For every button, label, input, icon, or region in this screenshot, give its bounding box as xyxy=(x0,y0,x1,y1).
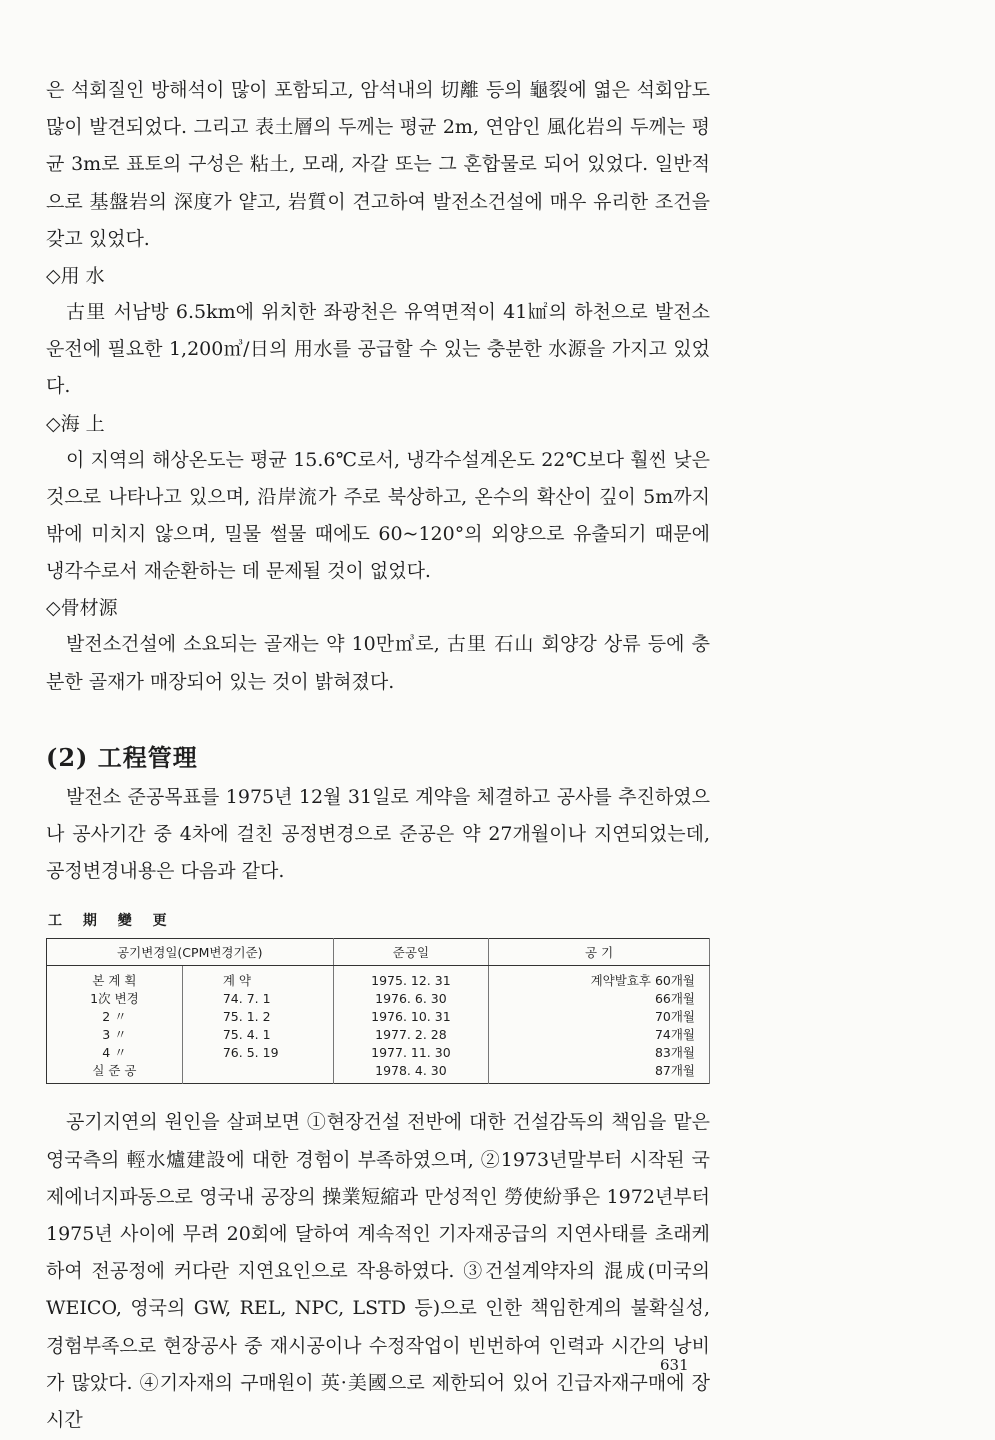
contract-cell: 계 약 xyxy=(182,966,333,990)
header-completion: 준공일 xyxy=(333,939,489,966)
stage-cell: 1次 변경 xyxy=(47,989,183,1007)
stage-cell: 본 계 획 xyxy=(47,966,183,990)
intro-paragraph: 은 석회질인 방해석이 많이 포함되고, 암석내의 切離 등의 龜裂에 엷은 석회암도 많이 발견되었다. 그리고 表土層의 두께는 평균 2m, 연암인 風化岩의 두께는 평균 3m로 표토의 구성은 粘土, 모래, 자갈 또는 그 혼합물로 되어 있었다. 일반적으로 基盤岩의 深度가 얕고, 岩質이 견고하여 발전소건설에 매우 유리한 조건을 갖고 있었다. xyxy=(46,79,710,250)
header-change-date: 공기변경일(CPM변경기준) xyxy=(47,939,334,966)
page-number: 631 xyxy=(660,1356,689,1374)
stage-cell: 2 〃 xyxy=(47,1007,183,1025)
period-cell: 70개월 xyxy=(489,1007,710,1025)
table-row xyxy=(47,1007,710,1025)
stage-cell: 4 〃 xyxy=(47,1043,183,1061)
completion-cell: 1977. 11. 30 xyxy=(333,1043,489,1061)
table-title: 工 期 變 更 xyxy=(48,913,175,930)
stage-cell: 3 〃 xyxy=(47,1025,183,1043)
period-cell: 87개월 xyxy=(489,1061,710,1084)
contract-cell: 75. 1. 2 xyxy=(182,1007,333,1025)
subsection-text-sea: 이 지역의 해상온도는 평균 15.6℃로서, 냉각수설계온도 22℃보다 훨씬 낮은 것으로 나타나고 있으며, 沿岸流가 주로 북상하고, 온수의 확산이 깊이 5m까지 밖에 미치지 않으며, 밀물 썰물 때에도 60~120°의 외양으로 유출되기 때문에 냉각수로서 재순환하는 데 문제될 것이 없었다. xyxy=(46,448,710,583)
completion-cell: 1975. 12. 31 xyxy=(333,966,489,990)
table-row xyxy=(47,989,710,1007)
document-page xyxy=(46,72,710,1439)
subsection-heading-aggregate: ◇骨材源 xyxy=(46,597,118,620)
contract-cell: 76. 5. 19 xyxy=(182,1043,333,1061)
completion-cell: 1976. 6. 30 xyxy=(333,989,489,1007)
subsection-heading-water: ◇用 水 xyxy=(46,265,105,288)
completion-cell: 1976. 10. 31 xyxy=(333,1007,489,1025)
completion-cell: 1978. 4. 30 xyxy=(333,1061,489,1084)
subsection-heading-sea: ◇海 上 xyxy=(46,412,105,435)
header-period: 공 기 xyxy=(489,939,710,966)
contract-cell xyxy=(182,1061,333,1084)
schedule-table xyxy=(46,938,710,1084)
subsection-text-aggregate: 발전소건설에 소요되는 골재는 약 10만㎥로, 古里 石山 회양강 상류 등에 충분한 골재가 매장되어 있는 것이 밝혀졌다. xyxy=(46,633,710,693)
table-row xyxy=(47,966,710,990)
period-cell: 66개월 xyxy=(489,989,710,1007)
period-cell: 83개월 xyxy=(489,1043,710,1061)
table-row xyxy=(47,1043,710,1061)
completion-cell: 1977. 2. 28 xyxy=(333,1025,489,1043)
table-header-row xyxy=(47,939,710,966)
period-cell: 74개월 xyxy=(489,1025,710,1043)
section-paragraph: 발전소 준공목표를 1975년 12월 31일로 계약을 체결하고 공사를 추진하였으나 공사기간 중 4차에 걸친 공정변경으로 준공은 약 27개월이나 지연되었는데, 공정변경내용은 다음과 같다. xyxy=(46,785,710,883)
contract-cell: 74. 7. 1 xyxy=(182,989,333,1007)
section-title: (2) 工程管理 xyxy=(46,742,198,772)
table-row xyxy=(47,1061,710,1084)
subsection-text-water: 古里 서남방 6.5km에 위치한 좌광천은 유역면적이 41㎢의 하천으로 발전소운전에 필요한 1,200㎥/日의 用水를 공급할 수 있는 충분한 水源을 가지고 있었다. xyxy=(46,301,710,398)
closing-paragraph: 공기지연의 원인을 살펴보면 ①현장건설 전반에 대한 건설감독의 책임을 맡은 영국측의 輕水爐建設에 대한 경험이 부족하였으며, ②1973년말부터 시작된 국제에너지파동으로 영국내 공장의 操業短縮과 만성적인 勞使紛爭은 1972년부터 1975년 사이에 무려 20회에 달하여 계속적인 기자재공급의 지연사태를 초래케 하여 전공정에 커다란 지연요인으로 작용하였다. ③건설계약자의 混成(미국의 WEICO, 영국의 GW, REL, NPC, LSTD 등)으로 인한 책임한계의 불확실성, 경험부족으로 현장공사 중 재시공이나 수정작업이 빈번하여 인력과 시간의 낭비가 많았다. ④기자재의 구매원이 英·美國으로 제한되어 있어 긴급자재구매에 장시간 xyxy=(46,1111,710,1432)
contract-cell: 75. 4. 1 xyxy=(182,1025,333,1043)
period-cell: 계약발효후 60개월 xyxy=(489,966,710,990)
stage-cell: 실 준 공 xyxy=(47,1061,183,1084)
table-row xyxy=(47,1025,710,1043)
